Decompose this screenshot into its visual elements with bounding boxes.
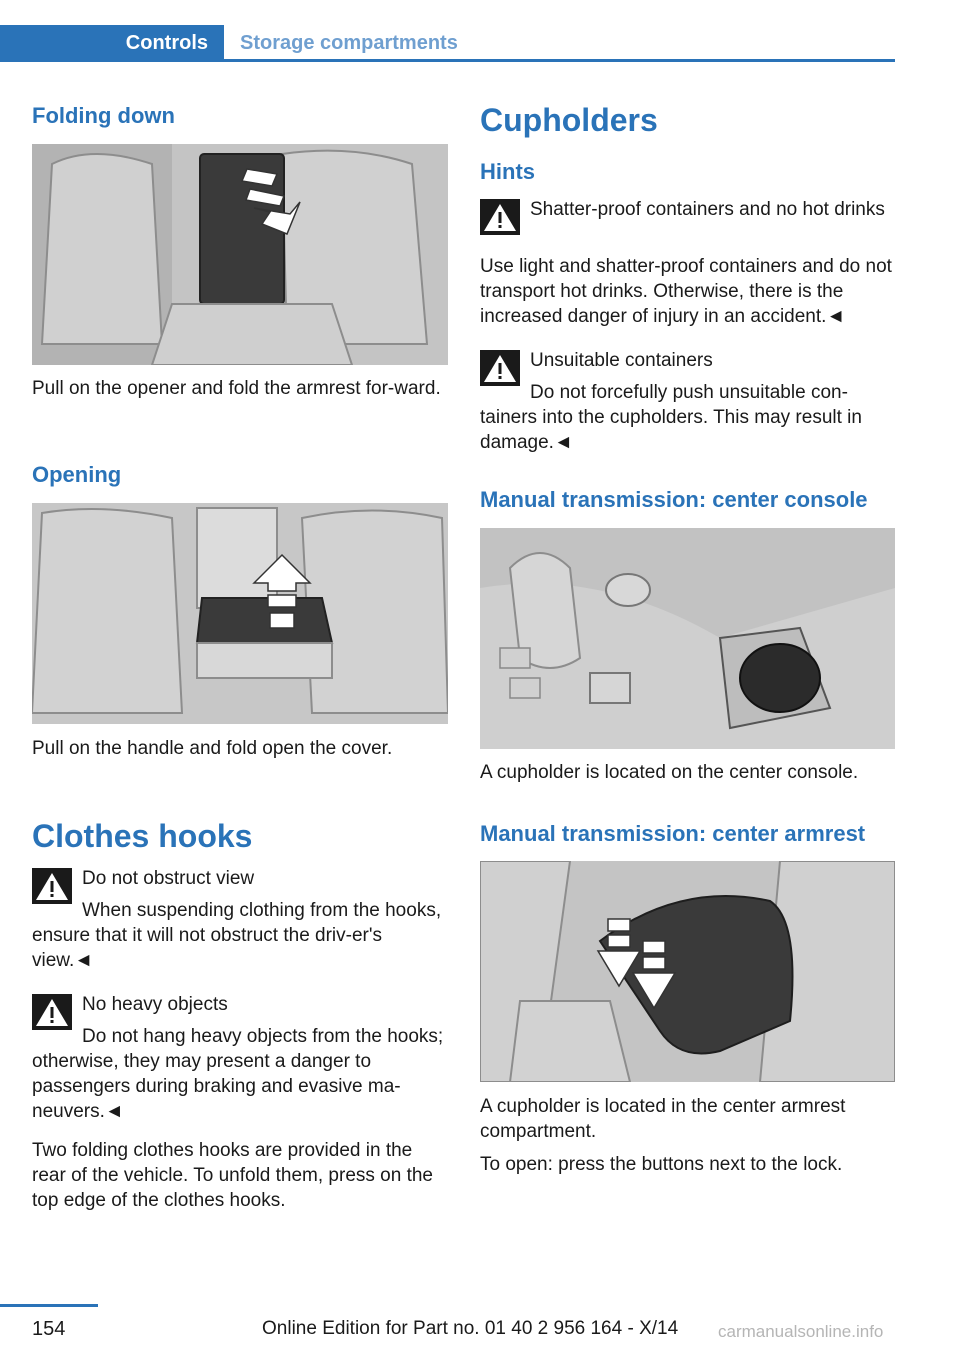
image-armrest-folding-down <box>32 144 448 365</box>
image-armrest-opening <box>32 503 448 724</box>
heading-folding-down: Folding down <box>32 103 175 128</box>
heading-opening: Opening <box>32 462 122 487</box>
warning-title: Shatter-proof containers and no hot drinks <box>530 199 885 220</box>
heading-center-armrest: Manual transmission: center armrest <box>480 821 866 846</box>
armrest-open-instruction: To open: press the buttons next to the lock. <box>480 1154 843 1175</box>
warning-title: Do not obstruct view <box>82 868 255 889</box>
warning-triangle-icon <box>480 199 520 235</box>
image-center-armrest-cupholder <box>480 861 895 1082</box>
caption-center-console: A cupholder is located on the center console. <box>480 762 859 783</box>
watermark: carmanualsonline.info <box>718 1322 884 1341</box>
heading-hints: Hints <box>480 159 535 184</box>
heading-center-console: Manual transmission: center console <box>480 487 868 512</box>
heading-clothes-hooks: Clothes hooks <box>32 818 253 854</box>
section-tab-controls[interactable]: Controls <box>0 25 224 62</box>
heading-cupholders: Cupholders <box>480 102 658 138</box>
warning-title: No heavy objects <box>82 994 228 1015</box>
caption-center-armrest: A cupholder is located in the center armrest compartment. <box>480 1096 846 1142</box>
header-rule <box>0 59 895 62</box>
footer-rule <box>0 1304 98 1307</box>
warning-title: Unsuitable containers <box>530 350 713 371</box>
warning-body: When suspending clothing from the hooks, ensure that it will not obstruct the driv-er's view.◄ <box>32 900 442 971</box>
edition-note: Online Edition for Part no. 01 40 2 956 164 - X/14 <box>262 1318 679 1339</box>
section-tab-storage-compartments[interactable]: Storage compartments <box>240 32 458 54</box>
warning-body: Do not forcefully push unsuitable con-tainers into the cupholders. This may result in damage.◄ <box>480 382 862 453</box>
warning-body: Use light and shatter-proof containers and do not transport hot drinks. Otherwise, there is the increased danger of injury in an accident.◄ <box>480 256 892 327</box>
page-header <box>0 25 895 62</box>
caption-opening: Pull on the handle and fold open the cover. <box>32 738 393 759</box>
caption-folding-down: Pull on the opener and fold the armrest for-ward. <box>32 378 441 399</box>
clothes-hooks-text: Two folding clothes hooks are provided in the rear of the vehicle. To unfold them, press on the top edge of the clothes hooks. <box>32 1140 433 1211</box>
warning-body: Do not hang heavy objects from the hooks; otherwise, they may present a danger to passengers during braking and evasive ma-neuvers.◄ <box>32 1026 444 1122</box>
page-number: 154 <box>32 1318 66 1340</box>
image-center-console-cupholder <box>480 528 895 749</box>
